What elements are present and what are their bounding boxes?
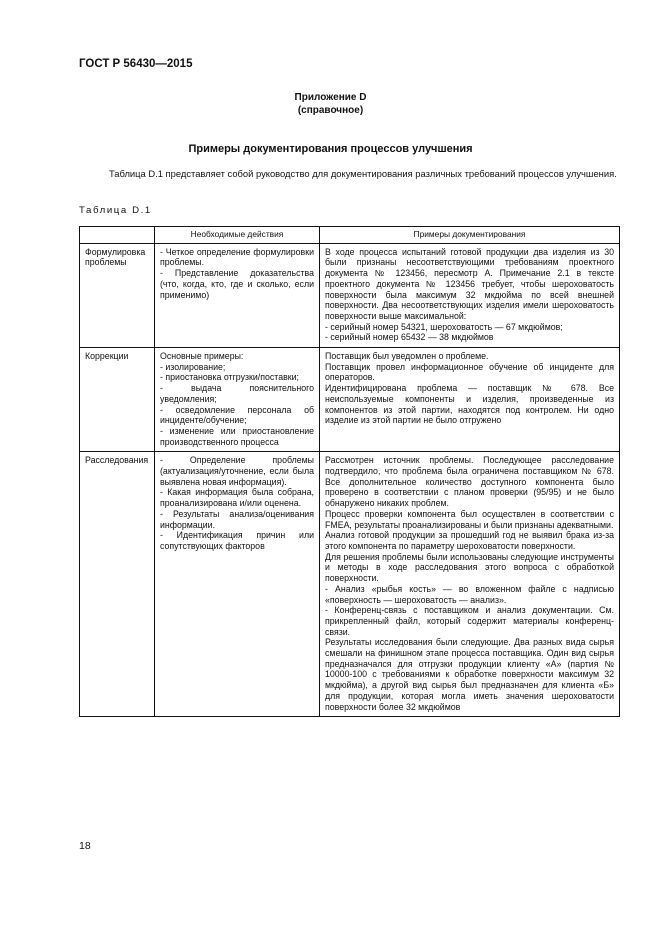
row-label: Расследования bbox=[80, 452, 155, 717]
table-row bbox=[80, 452, 620, 717]
examples-line: - Анализ «рыбья кость» — во вложенном файле с надписью «поверхность — шероховатость — анализ». bbox=[325, 583, 614, 605]
intro-paragraph: Таблица D.1 представляет собой руководство для документирования различных требований процессов улучшения. bbox=[109, 168, 617, 179]
examples-line: Поставщик был уведомлен о проблеме. bbox=[325, 351, 489, 362]
actions-cell bbox=[155, 348, 320, 452]
actions-line: - изменение или приостановление производственного процесса bbox=[160, 425, 314, 447]
examples-line: - серийный номер 65432 — 38 мкдюймов bbox=[325, 332, 494, 343]
examples-line: Поставщик провел информационное обучение об инциденте для операторов. bbox=[325, 361, 614, 383]
standard-header: ГОСТ Р 56430—2015 bbox=[79, 58, 193, 70]
examples-line: Идентифицирована проблема — поставщик № 678. Все неиспользуемые компоненты и изделия, произведенные из компонентов из этой партии, находятся под контролем. Ни одно изделие из этой партии не было отгружено bbox=[325, 383, 614, 426]
examples-line: Результаты исследования были следующие. Два разных вида сырья смешали на финишном этапе процесса поставщика. Один вид сырья предназначался для отгрузки продукции клиенту «А» (партия № 10000-100 с требованиями к обработке поверхности максимум 32 мкдюйма), а другой вид сырья был предназначен для клиента «Б» для продукции, которая могла иметь значения шероховатости поверхности более 32 мкдюймов bbox=[325, 637, 614, 712]
actions-line: - Определение проблемы (актуализация/уточнение, если была выявлена новая информация). bbox=[160, 455, 314, 487]
section-title: Примеры документирования процессов улучшения bbox=[188, 143, 473, 155]
examples-line: Анализ готовой продукции за прошедший год не выявил брака из-за этого компонента по параметру шероховатости поверхности. bbox=[325, 530, 614, 551]
table-header-actions: Необходимые действия bbox=[155, 227, 320, 244]
examples-cell bbox=[320, 348, 620, 452]
appendix-subtitle: (справочное) bbox=[297, 105, 364, 116]
improvement-documentation-table bbox=[79, 226, 620, 717]
actions-line: - Результаты анализа/оценивания информации. bbox=[160, 508, 314, 530]
row-label: Формулировка проблемы bbox=[80, 243, 155, 347]
examples-cell bbox=[320, 243, 620, 347]
actions-line: - Идентификация причин или сопутствующих факторов bbox=[160, 530, 314, 551]
actions-line: - осведомление персонала об инциденте/обучение; bbox=[160, 404, 314, 426]
appendix-title: Приложение D bbox=[294, 92, 367, 103]
table-header-empty bbox=[80, 227, 155, 244]
page-number: 18 bbox=[79, 840, 91, 852]
examples-cell bbox=[320, 452, 620, 717]
table-row bbox=[80, 243, 620, 347]
actions-line: Основные примеры: bbox=[160, 351, 244, 362]
table-row bbox=[80, 348, 620, 452]
examples-line: Процесс проверки компонента был осуществлен в соответствии с FMEA, результаты проанализированы и были признаны адекватными. bbox=[325, 508, 614, 530]
row-label: Коррекции bbox=[80, 348, 155, 452]
actions-cell bbox=[155, 452, 320, 717]
actions-cell bbox=[155, 243, 320, 347]
actions-line: - Четкое определение формулировки проблемы. bbox=[160, 246, 314, 268]
actions-line: - приостановка отгрузки/поставки; bbox=[160, 372, 299, 383]
actions-line: - Представление доказательства (что, когда, кто, где и сколько, если применимо) bbox=[160, 268, 314, 300]
table-header-row bbox=[80, 227, 620, 244]
examples-line: - серийный номер 54321, шероховатость — 67 мкдюймов; bbox=[325, 321, 563, 332]
actions-line: - выдача пояснительного уведомления; bbox=[160, 383, 314, 404]
examples-line: В ходе процесса испытаний готовой продукции два изделия из 30 были признаны несоответствующими требованиям проектного документа № 123456, пересмотр А. Примечание 2.1 в тексте проектного документа № 123456 требует, чтобы шероховатость поверхности была максимум 32 мкдюйма по всей внешней поверхности. Два несоответствующих изделия имели шероховатость поверхности выше максимальной: bbox=[325, 246, 614, 321]
table-header-examples: Примеры документирования bbox=[320, 227, 620, 244]
table-label: Таблица D.1 bbox=[79, 205, 152, 216]
examples-line: Для решения проблемы были использованы следующие инструменты и методы в ходе расследования этого вопроса с обработкой поверхности. bbox=[325, 551, 614, 584]
actions-line: - изолирование; bbox=[160, 361, 226, 372]
examples-line: Рассмотрен источник проблемы. Последующее расследование подтвердило, что проблема была ограничена поставщиком № 678. Все дополнительное количество доступного компонента было проверено в соответствии с планом проверки (95/95) и не было обнаружено никаких проблем. bbox=[325, 455, 614, 509]
examples-line: - Конференц-связь с поставщиком и анализ документации. См. прикрепленный файл, который содержит материалы конференц-связи. bbox=[325, 605, 614, 637]
actions-line: - Какая информация была собрана, проанализирована и/или оценена. bbox=[160, 487, 314, 509]
